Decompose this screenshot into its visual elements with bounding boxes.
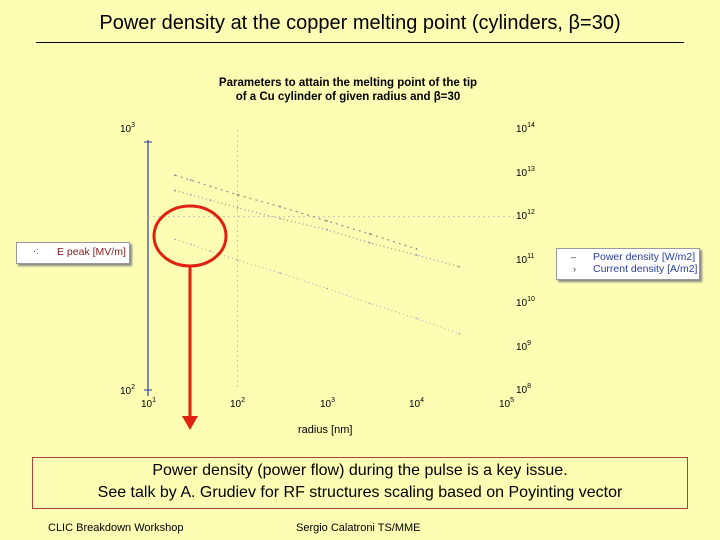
x-tick-label: $10^5$ xyxy=(499,397,515,410)
footer-author: Sergio Calatroni TS/MME xyxy=(296,522,421,534)
data-point xyxy=(369,233,371,235)
x-axis-label: radius [nm] xyxy=(298,424,353,436)
slide-title: Power density at the copper melting point (cylinders, β=30) xyxy=(99,12,621,34)
legend-marker: › xyxy=(573,264,576,274)
footer-workshop: CLIC Breakdown Workshop xyxy=(48,522,184,534)
legend-marker: – xyxy=(571,252,577,262)
data-point xyxy=(326,229,328,231)
data-point xyxy=(416,254,418,256)
highlight-ellipse xyxy=(154,206,226,266)
data-point xyxy=(416,248,418,250)
data-point xyxy=(326,288,328,290)
y-left-tick-label: $10^2$ xyxy=(120,384,136,397)
data-point xyxy=(279,206,281,208)
y-right-tick-label: $10^9$ xyxy=(516,340,532,353)
data-point xyxy=(190,243,192,245)
note-line-2: See talk by A. Grudiev for RF structures scaling based on Poyinting vector xyxy=(97,484,623,501)
note-line-1: Power density (power flow) during the pulse is a key issue. xyxy=(152,462,568,479)
data-point xyxy=(210,199,212,201)
legend-label-current-density: Current density [A/m2] xyxy=(593,263,698,275)
data-point xyxy=(174,174,176,176)
y-left-tick-label: $10^3$ xyxy=(120,122,136,135)
x-tick-label: $10^2$ xyxy=(230,397,246,410)
y-right-tick-label: $10^{13}$ xyxy=(516,166,535,179)
y-right-tick-label: $10^{12}$ xyxy=(516,209,535,222)
data-point xyxy=(174,190,176,192)
data-point xyxy=(190,179,192,181)
y-right-tick-label: $10^8$ xyxy=(516,383,532,396)
data-point xyxy=(279,272,281,274)
data-point xyxy=(416,317,418,319)
y-right-tick-label: $10^{10}$ xyxy=(516,296,535,309)
data-point xyxy=(210,250,212,252)
key-issue-note xyxy=(32,457,688,509)
data-point xyxy=(369,242,371,244)
data-point xyxy=(458,266,460,268)
data-point xyxy=(458,333,460,335)
data-point xyxy=(326,220,328,222)
x-tick-label: $10^1$ xyxy=(141,397,157,410)
data-point xyxy=(237,259,239,261)
legend-label-power-density: Power density [W/m2] xyxy=(593,251,696,263)
legend-label-e-peak: E peak [MV/m] xyxy=(57,246,126,258)
data-point xyxy=(190,194,192,196)
data-point xyxy=(237,207,239,209)
x-tick-label: $10^4$ xyxy=(409,397,425,410)
data-point xyxy=(237,194,239,196)
legend-right xyxy=(556,248,700,280)
chart-title-line1: Parameters to attain the melting point of the tip xyxy=(218,77,478,89)
legend-marker: ·: xyxy=(33,246,39,256)
data-point xyxy=(369,302,371,304)
y-right-tick-label: $10^{11}$ xyxy=(516,253,535,266)
data-point xyxy=(210,185,212,187)
data-point xyxy=(174,238,176,240)
x-tick-label: $10^3$ xyxy=(320,397,336,410)
callout-arrowhead xyxy=(182,416,198,430)
chart-title-line2: of a Cu cylinder of given radius and β=30 xyxy=(235,91,461,103)
data-point xyxy=(279,218,281,220)
y-right-tick-label: $10^{14}$ xyxy=(516,122,535,135)
legend-left xyxy=(16,242,130,264)
